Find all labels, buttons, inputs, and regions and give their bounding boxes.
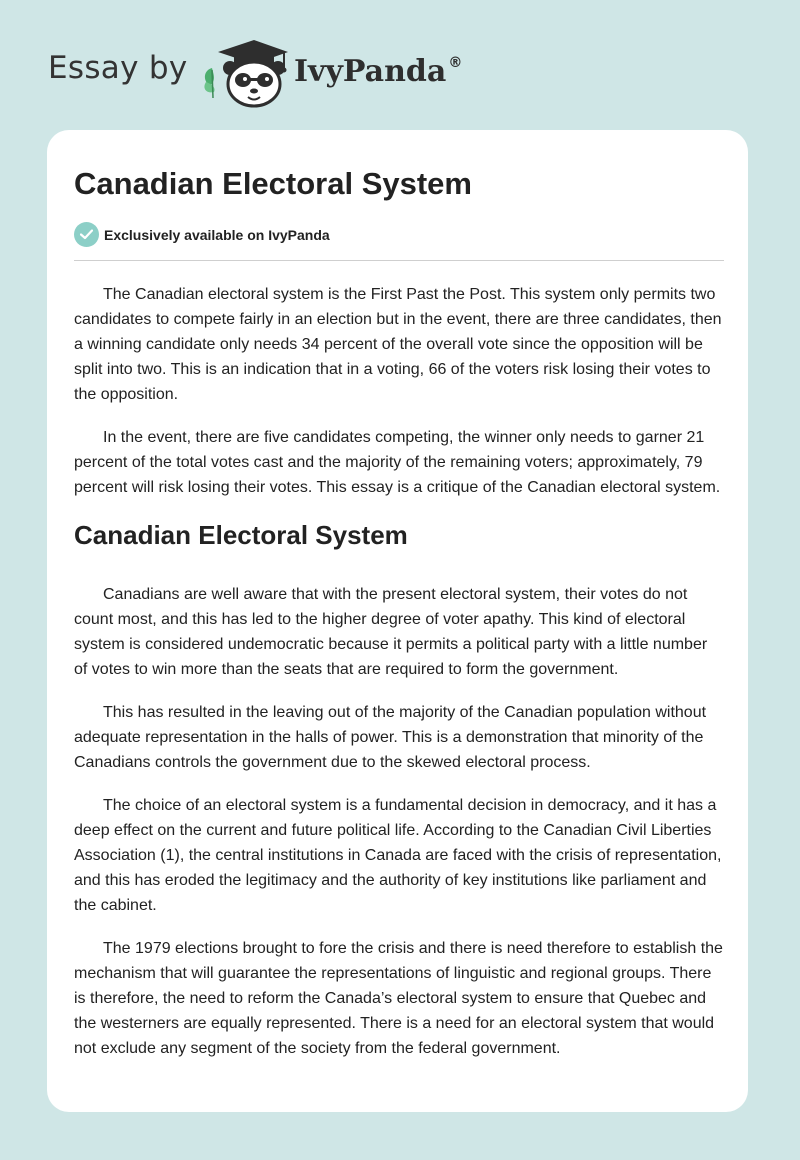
registered-mark: ® [448,55,463,71]
essay-card [47,130,748,1112]
paragraph: In the event, there are five candidates competing, the winner only needs to garner 21 percent of the total votes cast and the majority of the remaining voters; approximately, 79 percent will risk losing their votes. This essay is a critique of the Canadian electoral system. [74,429,721,496]
paragraph: Canadians are well aware that with the present electoral system, their votes do not count most, and this has led to the higher degree of voter apathy. This kind of electoral system is considered undemocratic because it permits a political party with a little number of votes to win more than the seats that are required to form the government. [74,586,708,678]
exclusive-label: Exclusively available on IvyPanda [104,227,330,243]
panda-graduate-icon [200,36,290,110]
essay-by-label: Essay by [48,50,188,86]
exclusive-notice [74,222,724,248]
check-icon [74,222,99,247]
paragraph: The choice of an electoral system is a fundamental decision in democracy, and it has a deep effect on the current and future political life. According to the Canadian Civil Liberties Association (1), the central institutions in Canada are faced with the crisis of representation, and this has eroded the legitimacy and the authority of key institutions like parliament and the cabinet. [74,797,722,914]
brand-name: IvyPanda ® [294,54,463,89]
paragraph: This has resulted in the leaving out of the majority of the Canadian population without adequate representation in the halls of power. This is a demonstration that minority of the Canadians controls the government due to the skewed electoral process. [74,704,707,771]
paragraph: The Canadian electoral system is the First Past the Post. This system only permits two candidates to compete fairly in an election but in the event, there are three candidates, then a winning candidate only needs 34 percent of the overall vote since the opposition will be split into two. This is an indication that in a voting, 66 of the voters risk losing their votes to the opposition. [74,286,722,403]
essay-body [74,282,724,1061]
section-heading: Canadian Electoral System [74,520,408,550]
site-header [48,36,488,110]
essay-content [74,164,724,1079]
page-title: Canadian Electoral System [74,166,472,201]
paragraph: The 1979 elections brought to fore the crisis and there is need therefore to establish the mechanism that will guarantee the representations of linguistic and regional groups. There is therefore, the need to reform the Canada’s electoral system to ensure that Quebec and the westerners are equally represented. There is a need for an electoral system that would not exclude any segment of the society from the federal government. [74,940,723,1057]
divider [74,260,724,261]
